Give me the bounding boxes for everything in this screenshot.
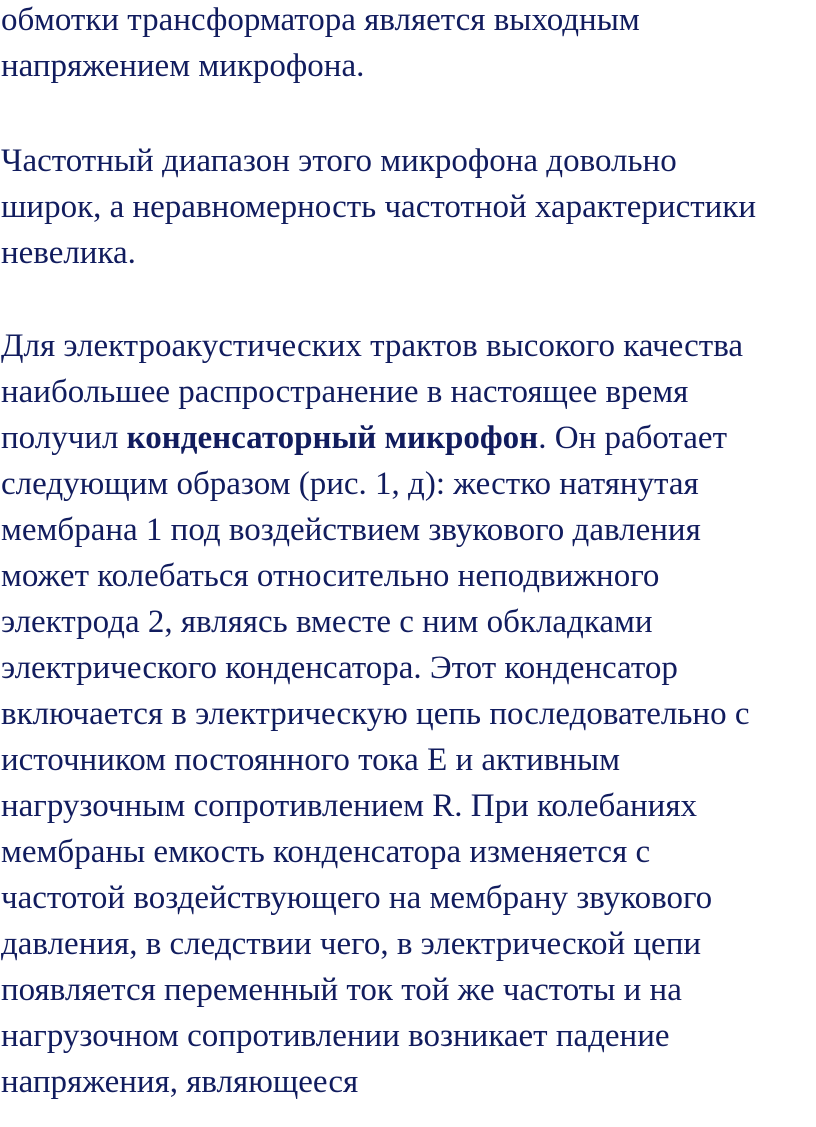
text-line: Частотный диапазон этого микрофона довольно — [1, 143, 677, 179]
text-line: электрического конденсатора. Этот конденсатор — [1, 650, 678, 686]
text-line: может колебаться относительно неподвижного — [1, 558, 660, 594]
text-line: напряжения, являющееся — [1, 1064, 359, 1100]
paragraph-condenser-microphone — [1, 323, 750, 1105]
text-line: электрода 2, являясь вместе с ним обкладками — [1, 604, 653, 640]
remaining-lines — [1, 461, 750, 1105]
text-line: Для электроакустических трактов высокого качества — [1, 328, 744, 364]
text-line: источником постоянного тока Е и активным — [1, 742, 621, 778]
text-line: широк, а неравномерность частотной характеристики — [1, 189, 756, 225]
text-line: следующим образом (рис. 1, д): жестко натянутая — [1, 466, 699, 502]
text-line: невелика. — [1, 235, 136, 271]
text-fragment: . Он работает — [538, 420, 727, 456]
text-line: частотой воздействующего на мембрану звукового — [1, 880, 713, 916]
text-line: мембраны емкость конденсатора изменяется с — [1, 834, 651, 870]
term-condenser-microphone: конденсаторный микрофон — [126, 420, 539, 456]
text-line: давления, в следствии чего, в электрической цепи — [1, 926, 702, 962]
paragraph-frequency-range — [1, 138, 756, 276]
text-line: нагрузочном сопротивлении возникает падение — [1, 1018, 670, 1054]
text-line: нагрузочным сопротивлением R. При колебаниях — [1, 788, 697, 824]
text-line: напряжением микрофона. — [1, 48, 365, 84]
text-line: мембрана 1 под воздействием звукового давления — [1, 512, 701, 548]
text-fragment: получил — [1, 420, 127, 456]
paragraph-transformer-output — [1, 0, 640, 89]
text-line: включается в электрическую цепь последовательно с — [1, 696, 750, 732]
text-line: появляется переменный ток той же частоты и на — [1, 972, 682, 1008]
text-line: обмотки трансформатора является выходным — [1, 2, 640, 38]
text-line: наибольшее распространение в настоящее время — [1, 374, 689, 410]
text-line-with-term — [1, 415, 750, 461]
